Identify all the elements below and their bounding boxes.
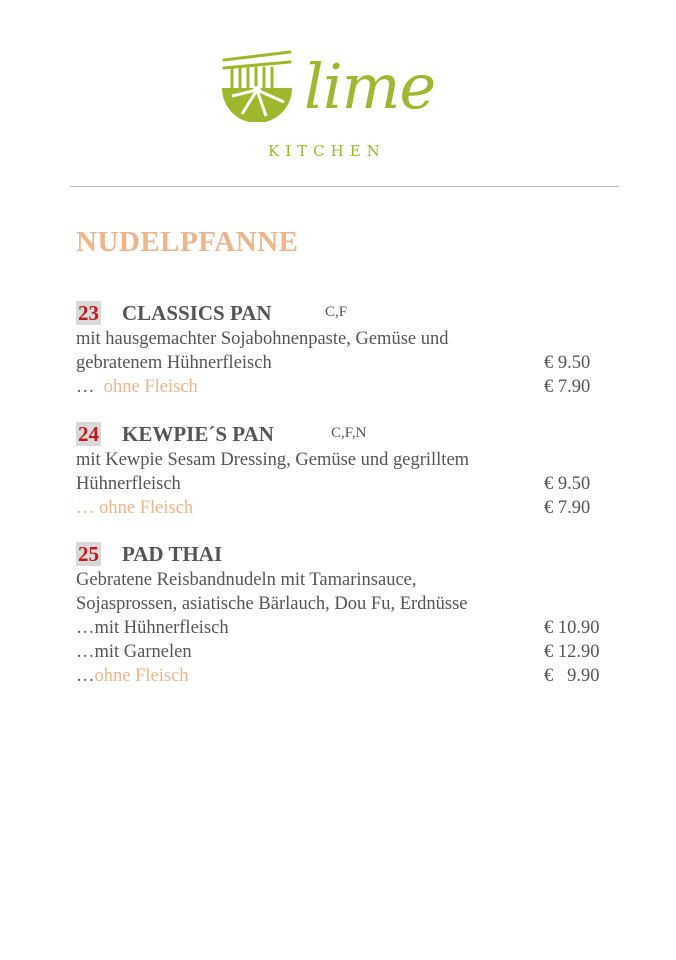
dish-allergens: C,F,N (331, 425, 367, 441)
price: € 7.90 (544, 498, 591, 518)
dish-description: Hühnerfleisch (76, 474, 181, 494)
header-divider (70, 186, 619, 187)
price: € 9.50 (544, 353, 591, 373)
brand-subtitle: KITCHEN (268, 142, 386, 160)
dish-name: CLASSICS PAN (122, 301, 272, 325)
noodle-bowl-lime-icon (218, 22, 308, 122)
dish-name: PAD THAI (122, 542, 223, 566)
option-label: ohne Fleisch (103, 377, 198, 397)
dish-description: gebratenem Hühnerfleisch (76, 353, 272, 373)
option-prefix: … (76, 377, 104, 397)
dish-option-line (76, 664, 616, 688)
price: € 7.90 (544, 377, 591, 397)
brand-logo (218, 22, 468, 162)
price: € 10.90 (544, 618, 600, 638)
dish-item (76, 301, 616, 399)
option-prefix: … (76, 666, 95, 686)
price: € 9.50 (544, 474, 591, 494)
dish-description: mit Kewpie Sesam Dressing, Gemüse und gegrilltem (76, 450, 470, 470)
dish-name: KEWPIE´S PAN (122, 422, 274, 446)
option-label: ohne Fleisch (99, 498, 194, 518)
price: € 9.90 (544, 666, 600, 686)
dish-allergens: C,F (325, 304, 348, 320)
option-label: ohne Fleisch (94, 666, 189, 686)
section-title: NUDELPFANNE (76, 226, 299, 258)
dish-description: Sojasprossen, asiatische Bärlauch, Dou Fu, Erdnüsse (76, 594, 468, 614)
dish-description: mit hausgemachter Sojabohnenpaste, Gemüse und (76, 329, 449, 349)
dish-option-line (76, 375, 616, 399)
option-label: …mit Hühnerfleisch (76, 618, 229, 638)
price: € 12.90 (544, 642, 600, 662)
dish-description-line (76, 351, 616, 375)
dish-option-line (76, 496, 616, 520)
dish-description-line (76, 472, 616, 496)
dish-number: 25 (78, 542, 99, 566)
option-label: …mit Garnelen (76, 642, 192, 662)
dish-item (76, 422, 616, 520)
brand-name: lime (304, 50, 436, 123)
dish-number: 23 (78, 301, 99, 325)
dish-number: 24 (78, 422, 99, 446)
dish-description: Gebratene Reisbandnudeln mit Tamarinsauce, (76, 570, 417, 590)
dish-option-line (76, 616, 616, 640)
option-prefix: … (76, 498, 100, 518)
dish-item (76, 542, 616, 688)
dish-option-line (76, 640, 616, 664)
